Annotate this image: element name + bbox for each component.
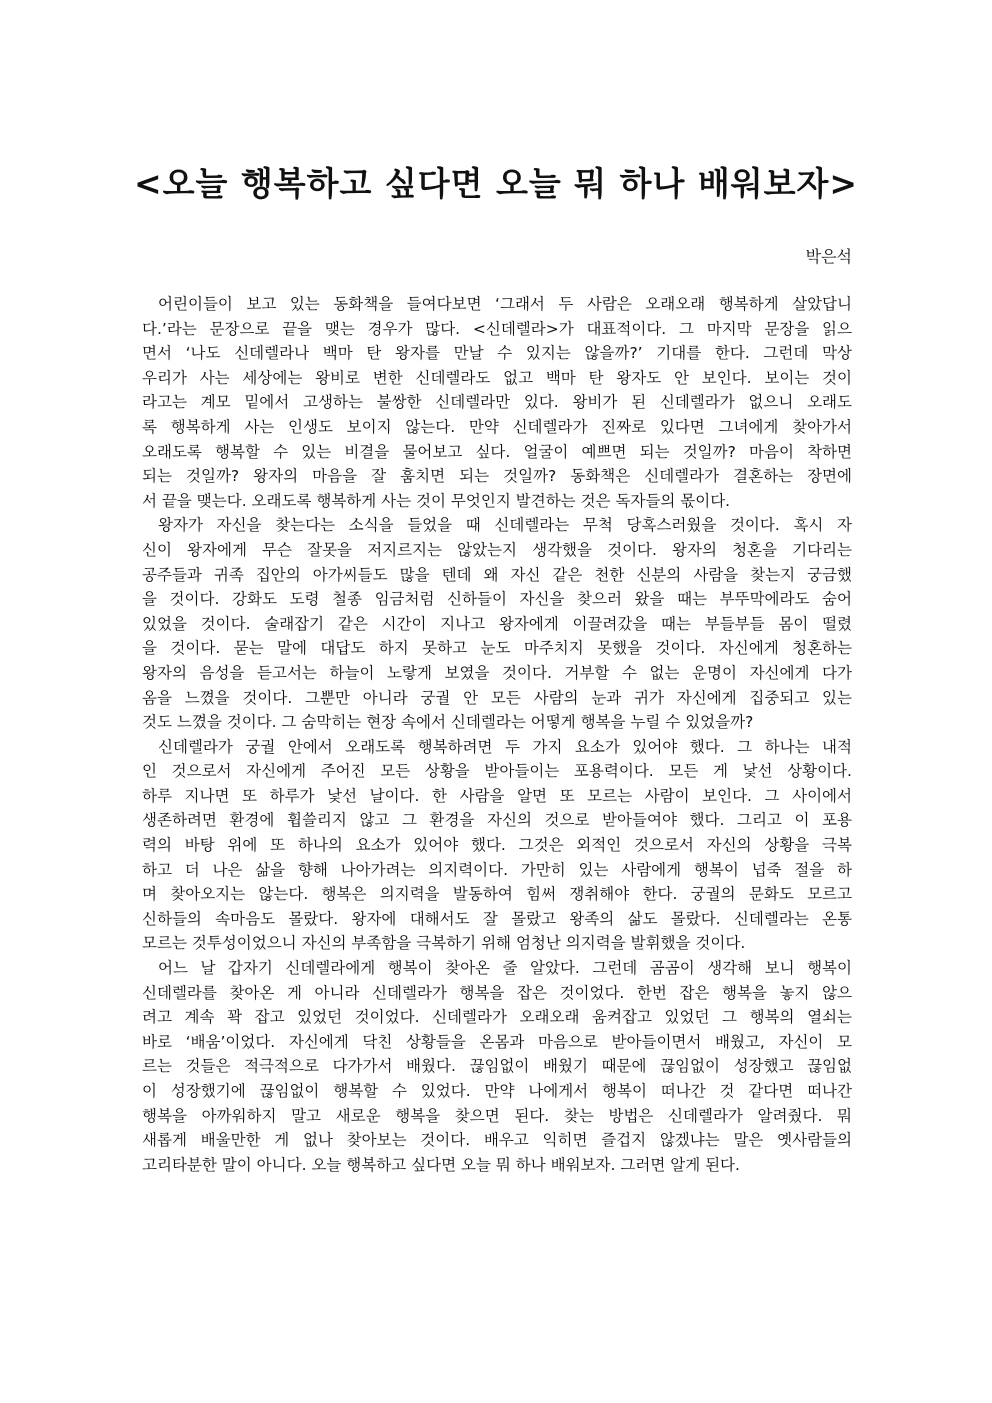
text-line: 왕자의 음성을 듣고서는 하늘이 노랗게 보였을 것이다. 거부할 수 없는 운명이 자신에게 다가	[142, 663, 852, 682]
text-line: 옴을 느꼈을 것이다. 그뿐만 아니라 궁궐 안 모든 사람의 눈과 귀가 자신에게 집중되고 있는	[142, 688, 852, 707]
text-line: 고리타분한 말이 아니다. 오늘 행복하고 싶다면 오늘 뭐 하나 배워보자. 그러면 알게 된다.	[142, 1155, 740, 1174]
text-line: 라고는 계모 밑에서 고생하는 불쌍한 신데렐라만 있다. 왕비가 된 신데렐라가 없으니 오래도	[142, 393, 852, 412]
text-line: 신데렐라가 궁궐 안에서 오래도록 행복하려면 두 가지 요소가 있어야 했다. 그 하나는 내적	[158, 737, 852, 756]
paragraph	[142, 735, 852, 956]
document-body	[142, 292, 852, 1177]
text-line: 며 찾아오지는 않는다. 행복은 의지력을 발동하여 힘써 쟁취해야 한다. 궁궐의 문화도 모르고	[142, 885, 852, 904]
text-line: 인 것으로서 자신에게 주어진 모든 상황을 받아들이는 포용력이다. 모든 게 낯선 상황이다.	[142, 762, 852, 781]
text-line: 을 것이다. 강화도 도령 철종 임금처럼 신하들이 자신을 찾으러 왔을 때는 부뚜막에라도 숨어	[142, 590, 852, 609]
text-line: 이 성장했기에 끊임없이 행복할 수 있었다. 만약 나에게서 행복이 떠나간 것 같다면 떠나간	[142, 1082, 852, 1100]
document-title: <오늘 행복하고 싶다면 오늘 뭐 하나 배워보자>	[133, 164, 859, 203]
text-line: 르는 것들은 적극적으로 다가가서 배웠다. 끊임없이 배웠기 때문에 끊임없이 성장했고 끊임없	[142, 1057, 852, 1076]
text-line: 바로 ‘배움’이었다. 자신에게 닥친 상황들을 온몸과 마음으로 받아들이면서 배웠고, 자신이 모	[142, 1032, 852, 1051]
text-line: 어린이들이 보고 있는 동화책을 들여다보면 ‘그래서 두 사람은 오래오래 행복하게 살았답니	[158, 295, 852, 313]
text-line: 어느 날 갑자기 신데렐라에게 행복이 찾아온 줄 알았다. 그런데 곰곰이 생각해 보니 행복이	[158, 959, 852, 978]
paragraph	[142, 513, 852, 734]
text-line: 력의 바탕 위에 또 하나의 요소가 있어야 했다. 그것은 외적인 것으로서 자신의 상황을 극복	[142, 836, 852, 855]
text-line: 신이 왕자에게 무슨 잘못을 저지르지는 않았는지 생각했을 것이다. 왕자의 청혼을 기다리는	[142, 540, 852, 559]
text-line: 되는 것일까? 왕자의 마음을 잘 훔치면 되는 것일까? 동화책은 신데렐라가 결혼하는 장면에	[142, 467, 852, 486]
paragraph	[142, 956, 852, 1177]
paragraph	[142, 292, 852, 513]
text-line: 왕자가 자신을 찾는다는 소식을 들었을 때 신데렐라는 무척 당혹스러웠을 것이다. 혹시 자	[158, 516, 852, 535]
text-line: 행복을 아까워하지 말고 새로운 행복을 찾으면 된다. 찾는 방법은 신데렐라가 알려줬다. 뭐	[142, 1106, 852, 1125]
text-line: 하루 지나면 또 하루가 낯선 날이다. 한 사람을 알면 또 모르는 사람이 보인다. 그 사이에서	[142, 786, 852, 805]
text-line: 신데렐라를 찾아온 게 아니라 신데렐라가 행복을 잡은 것이었다. 한번 잡은 행복을 놓지 않으	[142, 983, 852, 1002]
text-line: 신하들의 속마음도 몰랐다. 왕자에 대해서도 잘 몰랐고 왕족의 삶도 몰랐다. 신데렐라는 온통	[142, 909, 852, 928]
text-line: 오래도록 행복할 수 있는 비결을 물어보고 싶다. 얼굴이 예쁘면 되는 것일까? 마음이 착하면	[142, 442, 852, 461]
text-line: 다.’라는 문장으로 끝을 맺는 경우가 많다. <신데렐라>가 대표적이다. 그 마지막 문장을 읽으	[142, 319, 852, 338]
text-line: 것도 느꼈을 것이다. 그 숨막히는 현장 속에서 신데렐라는 어떻게 행복을 누릴 수 있었을까?	[142, 713, 754, 732]
text-line: 면서 ‘나도 신데렐라나 백마 탄 왕자를 만날 수 있지는 않을까?’ 기대를 한다. 그런데 막상	[142, 344, 852, 363]
text-line: 서 끝을 맺는다. 오래도록 행복하게 사는 것이 무엇인지 발견하는 것은 독자들의 몫이다.	[142, 491, 731, 510]
text-line: 록 행복하게 사는 인생도 보이지 않는다. 만약 신데렐라가 진짜로 있다면 그녀에게 찾아가서	[142, 417, 852, 436]
text-line: 을 것이다. 묻는 말에 대답도 하지 못하고 눈도 마주치지 못했을 것이다. 자신에게 청혼하는	[142, 639, 852, 658]
text-line: 려고 계속 꽉 잡고 있었던 것이었다. 신데렐라가 오래오래 움켜잡고 있었던 그 행복의 열쇠는	[142, 1008, 852, 1027]
text-line: 우리가 사는 세상에는 왕비로 변한 신데렐라도 없고 백마 탄 왕자도 안 보인다. 보이는 것이	[142, 368, 852, 387]
text-line: 공주들과 귀족 집안의 아가씨들도 많을 텐데 왜 자신 같은 천한 신분의 사람을 찾는지 궁금했	[142, 565, 852, 584]
text-line: 생존하려면 환경에 휩쓸리지 않고 그 환경을 자신의 것으로 받아들여야 했다. 그리고 이 포용	[142, 811, 852, 830]
text-line: 하고 더 나은 삶을 향해 나아가려는 의지력이다. 가만히 있는 사람에게 행복이 넙죽 절을 하	[142, 860, 852, 879]
text-line: 새롭게 배울만한 게 없나 찾아보는 것이다. 배우고 익히면 즐겁지 않겠냐는 말은 옛사람들의	[142, 1131, 852, 1150]
text-line: 있었을 것이다. 술래잡기 같은 시간이 지나고 왕자에게 이끌려갔을 때는 부들부들 몸이 떨렸	[142, 614, 852, 633]
author-name: 박은석	[805, 247, 852, 266]
text-line: 모르는 것투성이었으니 자신의 부족함을 극복하기 위해 엄청난 의지력을 발휘했을 것이다.	[142, 934, 746, 953]
